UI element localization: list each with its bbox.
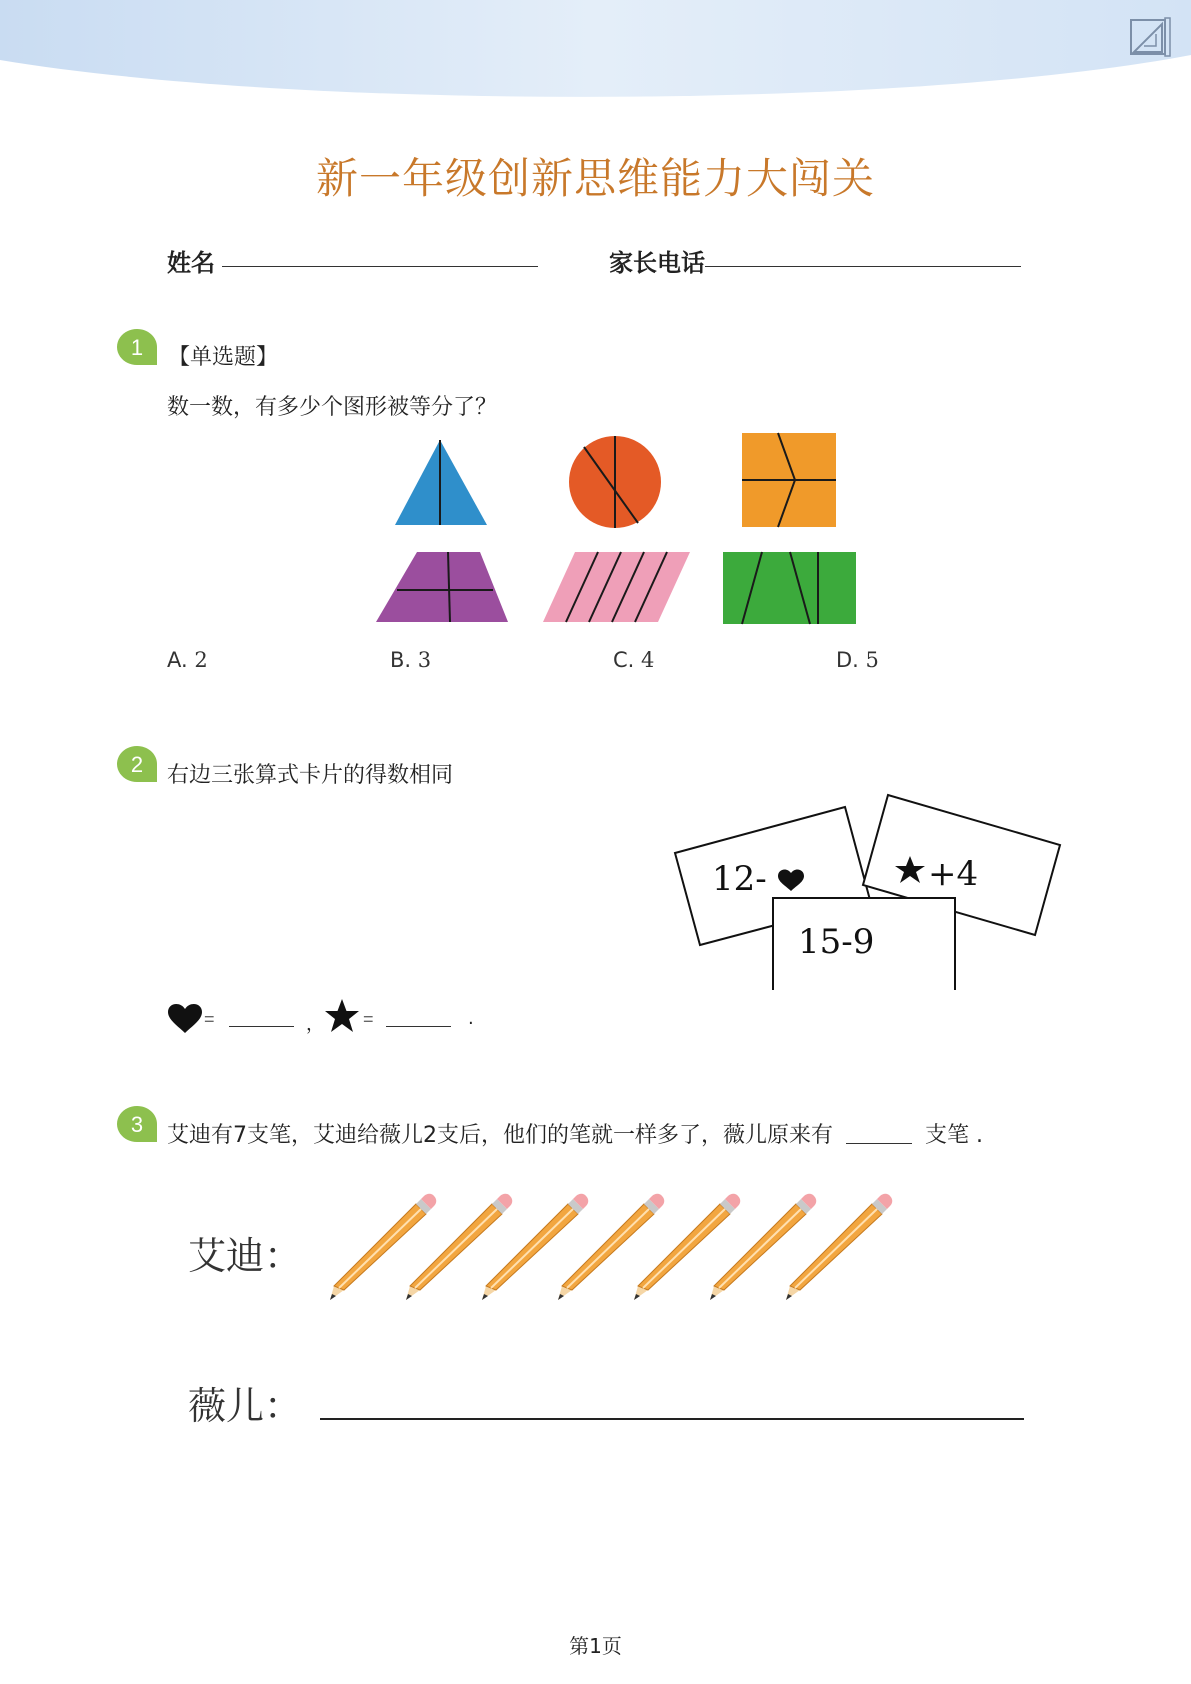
option-d[interactable]: D. 5 bbox=[836, 648, 879, 672]
question-3-number: 3 bbox=[130, 1112, 144, 1137]
card-1-text: 12- bbox=[712, 859, 767, 899]
svg-text:=: = bbox=[363, 1009, 374, 1029]
question-1-badge bbox=[117, 328, 157, 366]
star-answer-icon bbox=[323, 997, 383, 1035]
page-title: 新一年级创新思维能力大闯关 bbox=[315, 154, 875, 203]
weier-draw-line[interactable] bbox=[320, 1418, 1024, 1420]
card-15-minus-9 bbox=[773, 898, 955, 990]
equation-cards bbox=[670, 790, 1070, 995]
header-banner bbox=[0, 0, 1191, 110]
pen-count-blank[interactable] bbox=[846, 1143, 912, 1144]
square-shape bbox=[742, 433, 836, 527]
weier-label: 薇儿： bbox=[188, 1384, 303, 1428]
question-1-type: 【单选题】 bbox=[168, 345, 279, 370]
name-field[interactable] bbox=[222, 266, 538, 267]
answer-separator: ， bbox=[306, 1014, 324, 1035]
question-3-prompt bbox=[167, 1118, 983, 1149]
phone-label: 家长电话 bbox=[609, 249, 705, 277]
heart-answer-icon bbox=[166, 1000, 215, 1034]
option-b[interactable]: B. 3 bbox=[390, 648, 432, 672]
page-number: 第1页 bbox=[569, 1634, 622, 1658]
question-3-badge bbox=[117, 1105, 157, 1143]
ruler-logo-icon bbox=[1130, 16, 1172, 58]
star-answer-blank[interactable] bbox=[386, 1026, 451, 1027]
card-2-text: +4 bbox=[928, 854, 979, 894]
trapezoid-shape bbox=[376, 552, 508, 622]
svg-text:=: = bbox=[204, 1009, 215, 1029]
question-3-prompt-before: 艾迪有7支笔，艾迪给薇儿2支后，他们的笔就一样多了，薇儿原来有 bbox=[167, 1123, 833, 1148]
card-3-text: 15-9 bbox=[798, 922, 875, 962]
question-3-prompt-after: 支笔 . bbox=[925, 1123, 983, 1148]
pencil-row bbox=[320, 1188, 900, 1308]
question-1-prompt: 数一数，有多少个图形被等分了？ bbox=[167, 395, 498, 420]
answer-period: . bbox=[468, 1008, 474, 1029]
rectangle-shape bbox=[723, 552, 856, 624]
option-a[interactable]: A. 2 bbox=[167, 648, 208, 672]
question-2-badge bbox=[117, 745, 157, 783]
question-1-number: 1 bbox=[130, 335, 144, 360]
aidi-label: 艾迪： bbox=[188, 1234, 303, 1278]
parallelogram-shape bbox=[543, 552, 690, 622]
heart-answer-blank[interactable] bbox=[229, 1026, 294, 1027]
phone-field[interactable] bbox=[705, 266, 1021, 267]
name-label: 姓名 bbox=[167, 249, 215, 277]
triangle-shape bbox=[395, 440, 487, 525]
option-c[interactable]: C. 4 bbox=[613, 648, 655, 672]
question-2-prompt: 右边三张算式卡片的得数相同 bbox=[167, 763, 454, 788]
question-2-number: 2 bbox=[130, 752, 144, 777]
circle-shape bbox=[569, 436, 661, 528]
shapes-figure bbox=[370, 425, 870, 635]
